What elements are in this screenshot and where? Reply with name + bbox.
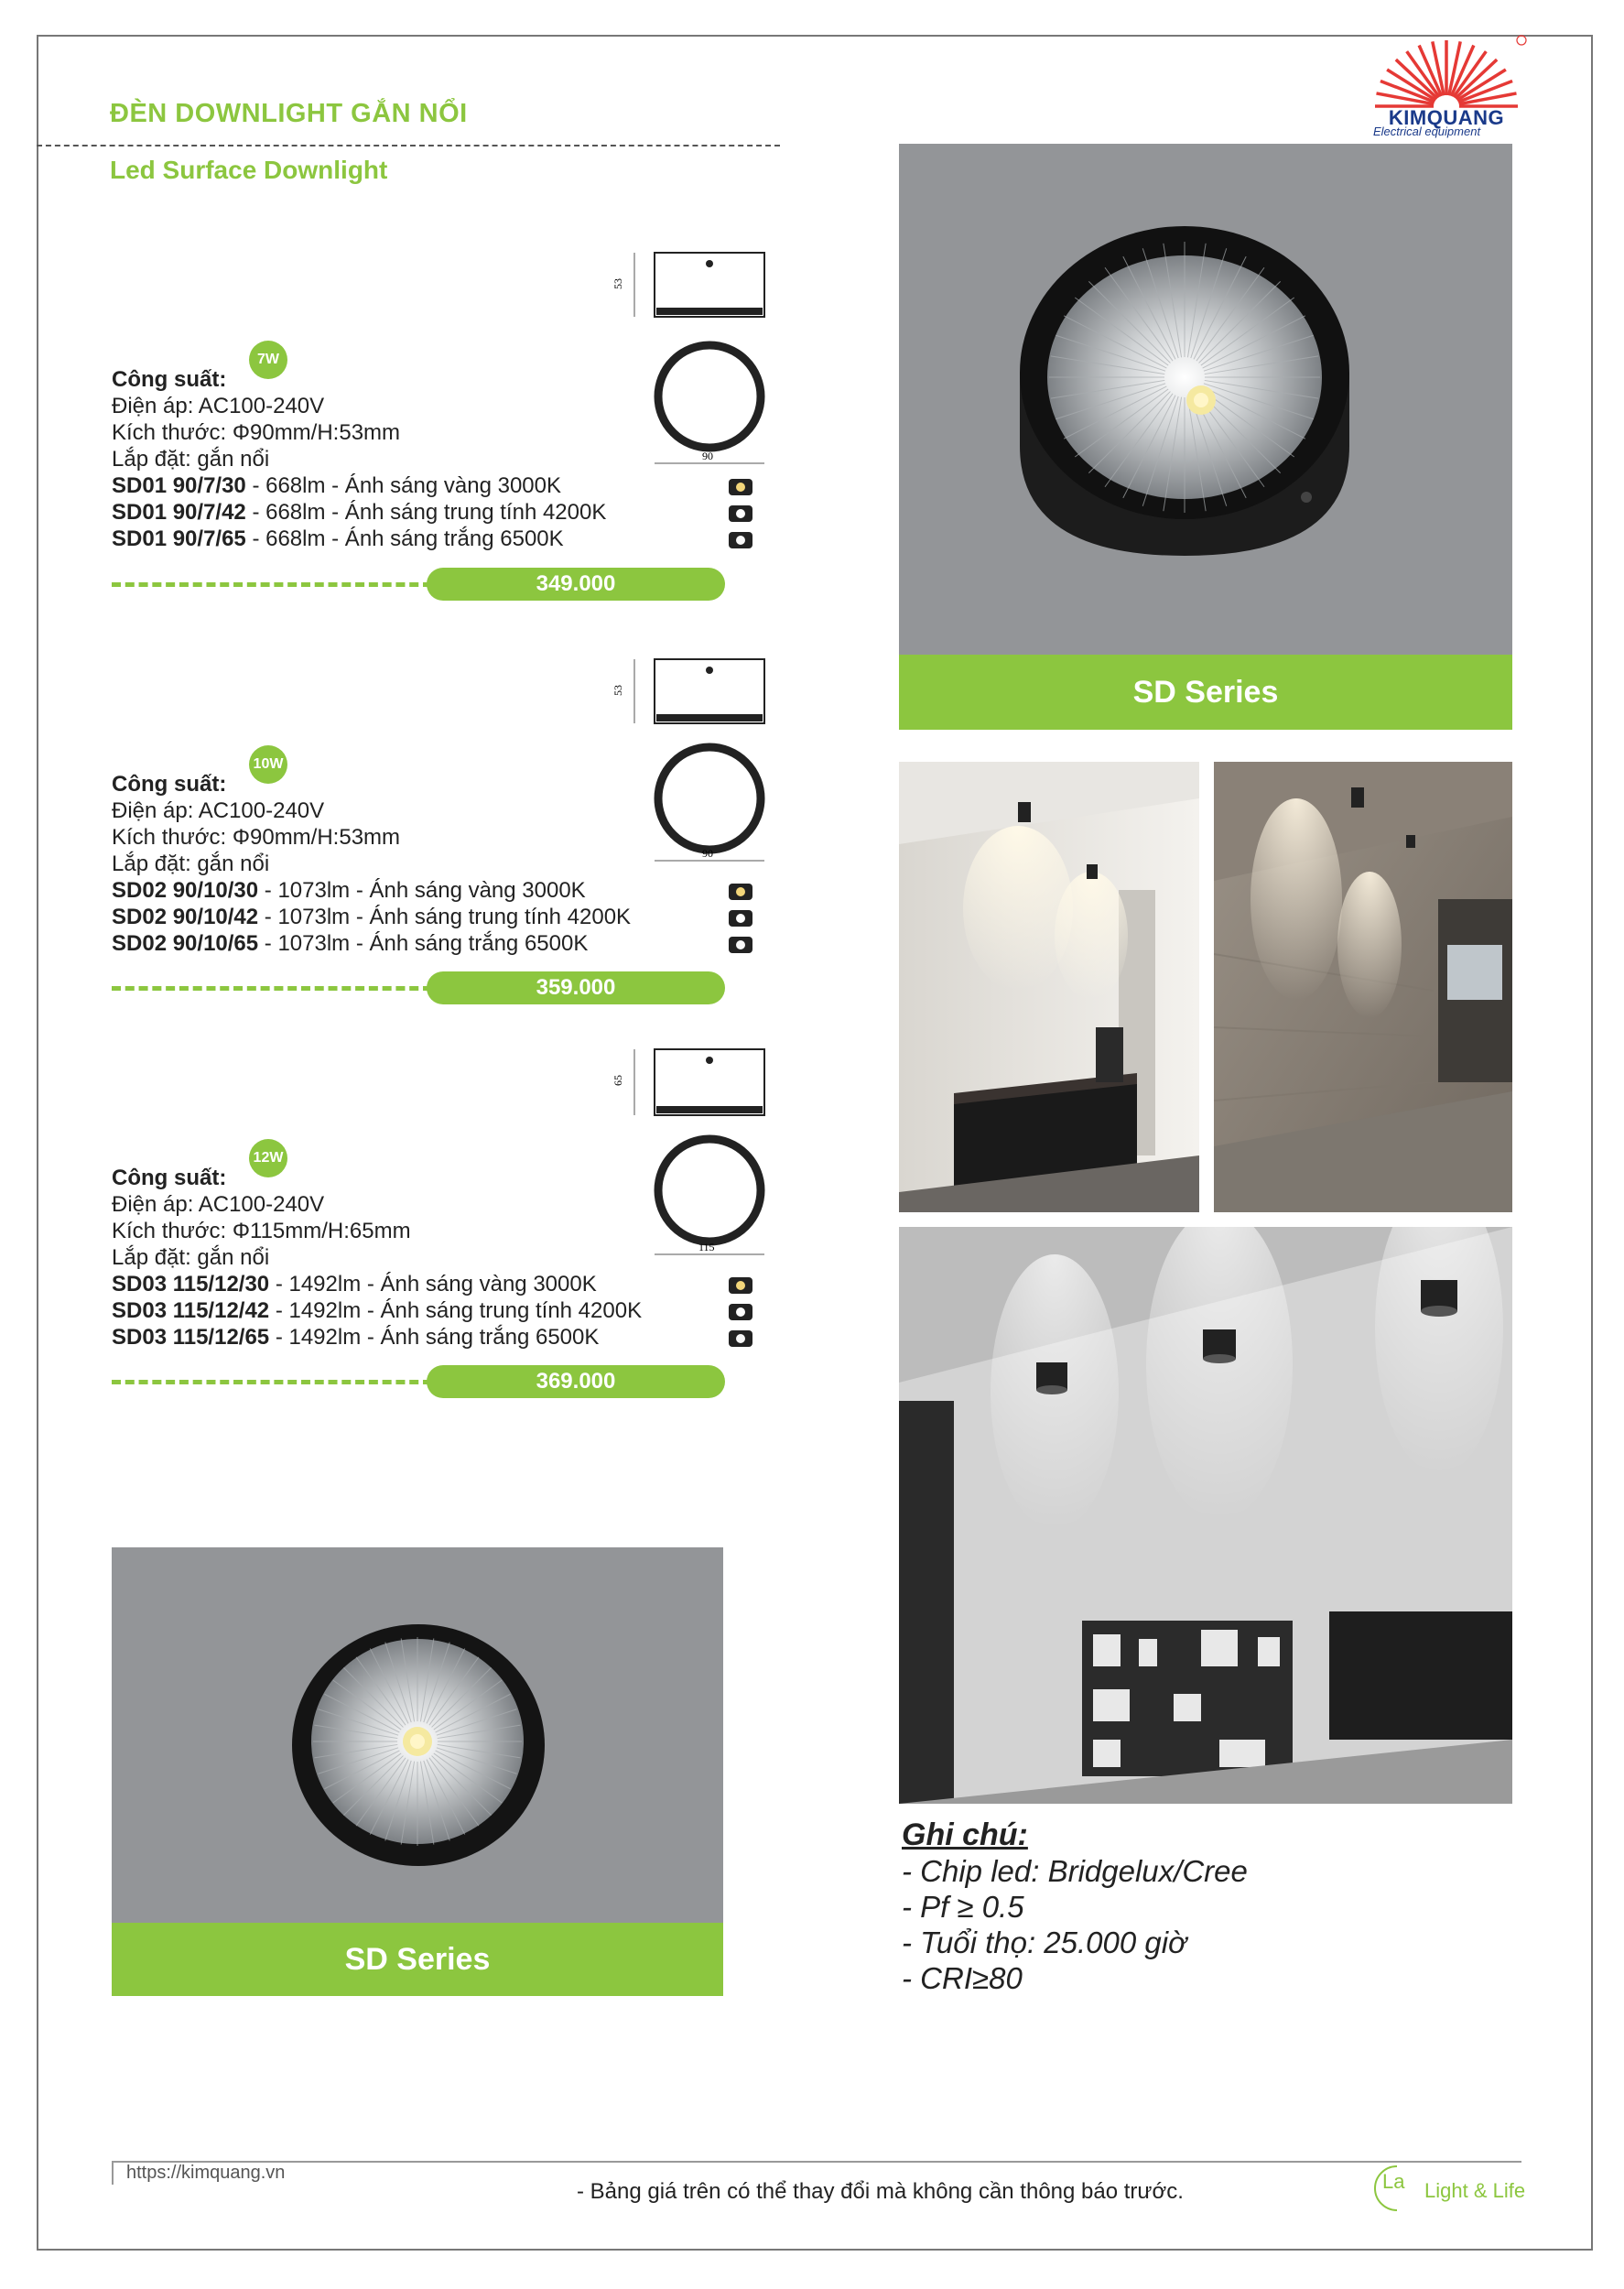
white-light-icon: [729, 937, 752, 953]
power-label: Công suất:: [112, 367, 227, 392]
price-row-sd03: [112, 1365, 743, 1398]
neutral-light-icon: [729, 910, 752, 927]
height-dimension-label: 53: [612, 278, 624, 289]
notes-section: [902, 1817, 1248, 1996]
mount-text: Lắp đặt: gắn nổi: [112, 1245, 270, 1270]
light-and-life-logo: [1370, 2159, 1534, 2214]
neutral-light-icon: [729, 505, 752, 522]
voltage-text: Điện áp: AC100-240V: [112, 1192, 325, 1217]
slogan-text: Light & Life: [1424, 2179, 1526, 2202]
price-badge: 359.000: [427, 971, 725, 1004]
model-row: SD02 90/10/65 - 1073lm - Ánh sáng trắng 6500K: [112, 931, 589, 956]
power-label: Công suất:: [112, 772, 227, 797]
diameter-dimension-label: 115: [698, 1241, 715, 1253]
power-badge: 12W: [249, 1139, 287, 1177]
voltage-text: Điện áp: AC100-240V: [112, 798, 325, 823]
brand-name: KIMQUANG: [1388, 106, 1505, 129]
dimension-drawing-sd01: [609, 245, 774, 575]
neutral-light-icon: [729, 1304, 752, 1320]
note-item: - Chip led: Bridgelux/Cree: [902, 1854, 1248, 1888]
white-light-icon: [729, 1330, 752, 1347]
power-badge: 10W: [249, 745, 287, 784]
price-badge: 369.000: [427, 1365, 725, 1398]
downlight-front-view-image: [112, 1547, 723, 1923]
series-label: SD Series: [112, 1923, 723, 1996]
diameter-dimension-label: 90: [702, 847, 713, 860]
interior-photo-kitchen: [899, 762, 1199, 1212]
interior-photo-living-room: [899, 1227, 1512, 1804]
price-row-sd01: [112, 568, 743, 601]
interior-photo-corridor: [1214, 762, 1512, 1212]
page-subtitle: Led Surface Downlight: [110, 156, 388, 184]
mount-text: Lắp đặt: gắn nổi: [112, 852, 270, 876]
white-light-icon: [729, 532, 752, 548]
downlight-side-view-image: [899, 144, 1512, 656]
diameter-dimension-label: 90: [702, 450, 713, 462]
size-text: Kích thước: Φ115mm/H:65mm: [112, 1219, 411, 1243]
voltage-text: Điện áp: AC100-240V: [112, 394, 325, 418]
model-row: SD01 90/7/42 - 668lm - Ánh sáng trung tính 4200K: [112, 500, 607, 525]
price-dash-line: [112, 1380, 432, 1384]
model-row: SD01 90/7/30 - 668lm - Ánh sáng vàng 3000K: [112, 473, 561, 498]
note-item: - Pf ≥ 0.5: [902, 1890, 1024, 1924]
price-disclaimer: - Bảng giá trên có thể thay đổi mà không cần thông báo trước.: [577, 2179, 1184, 2204]
model-row: SD02 90/10/30 - 1073lm - Ánh sáng vàng 3000K: [112, 878, 586, 903]
price-badge: 349.000: [427, 568, 725, 601]
model-row: SD03 115/12/42 - 1492lm - Ánh sáng trung tính 4200K: [112, 1298, 643, 1323]
header-divider: [37, 145, 780, 146]
dimension-drawing-sd02: [609, 652, 774, 890]
mount-text: Lắp đặt: gắn nổi: [112, 447, 270, 472]
size-text: Kích thước: Φ90mm/H:53mm: [112, 825, 401, 850]
warm-light-icon: [729, 1277, 752, 1294]
footer-divider: [112, 2161, 1521, 2163]
price-row-sd02: [112, 971, 743, 1004]
series-label: SD Series: [899, 655, 1512, 730]
height-dimension-label: 53: [612, 685, 624, 696]
warm-light-icon: [729, 884, 752, 900]
note-item: - CRI≥80: [902, 1961, 1023, 1995]
slogan-mark: La: [1382, 2170, 1405, 2193]
model-row: SD03 115/12/65 - 1492lm - Ánh sáng trắng 6500K: [112, 1325, 600, 1350]
website-link[interactable]: https://kimquang.vn: [126, 2163, 286, 2183]
product-image-panel-front: [112, 1547, 723, 1996]
power-label: Công suất:: [112, 1166, 227, 1190]
warm-light-icon: [729, 479, 752, 495]
price-dash-line: [112, 582, 432, 587]
model-row: SD03 115/12/30 - 1492lm - Ánh sáng vàng 3000K: [112, 1272, 597, 1296]
brand-logo: [1364, 33, 1529, 136]
sunburst-logo-icon: [1364, 33, 1529, 115]
page-title: ĐÈN DOWNLIGHT GẮN NỔI: [110, 99, 468, 128]
height-dimension-label: 65: [612, 1075, 624, 1086]
notes-title: Ghi chú:: [902, 1817, 1028, 1852]
note-item: - Tuổi thọ: 25.000 giờ: [902, 1926, 1187, 1959]
product-image-panel: [899, 144, 1512, 730]
price-dash-line: [112, 986, 432, 991]
power-badge: 7W: [249, 341, 287, 379]
model-row: SD01 90/7/65 - 668lm - Ánh sáng trắng 6500K: [112, 526, 564, 551]
footer-bar: [112, 2161, 114, 2185]
model-row: SD02 90/10/42 - 1073lm - Ánh sáng trung tính 4200K: [112, 905, 632, 929]
size-text: Kích thước: Φ90mm/H:53mm: [112, 420, 401, 445]
brand-tagline: Electrical equipment: [1373, 125, 1481, 138]
